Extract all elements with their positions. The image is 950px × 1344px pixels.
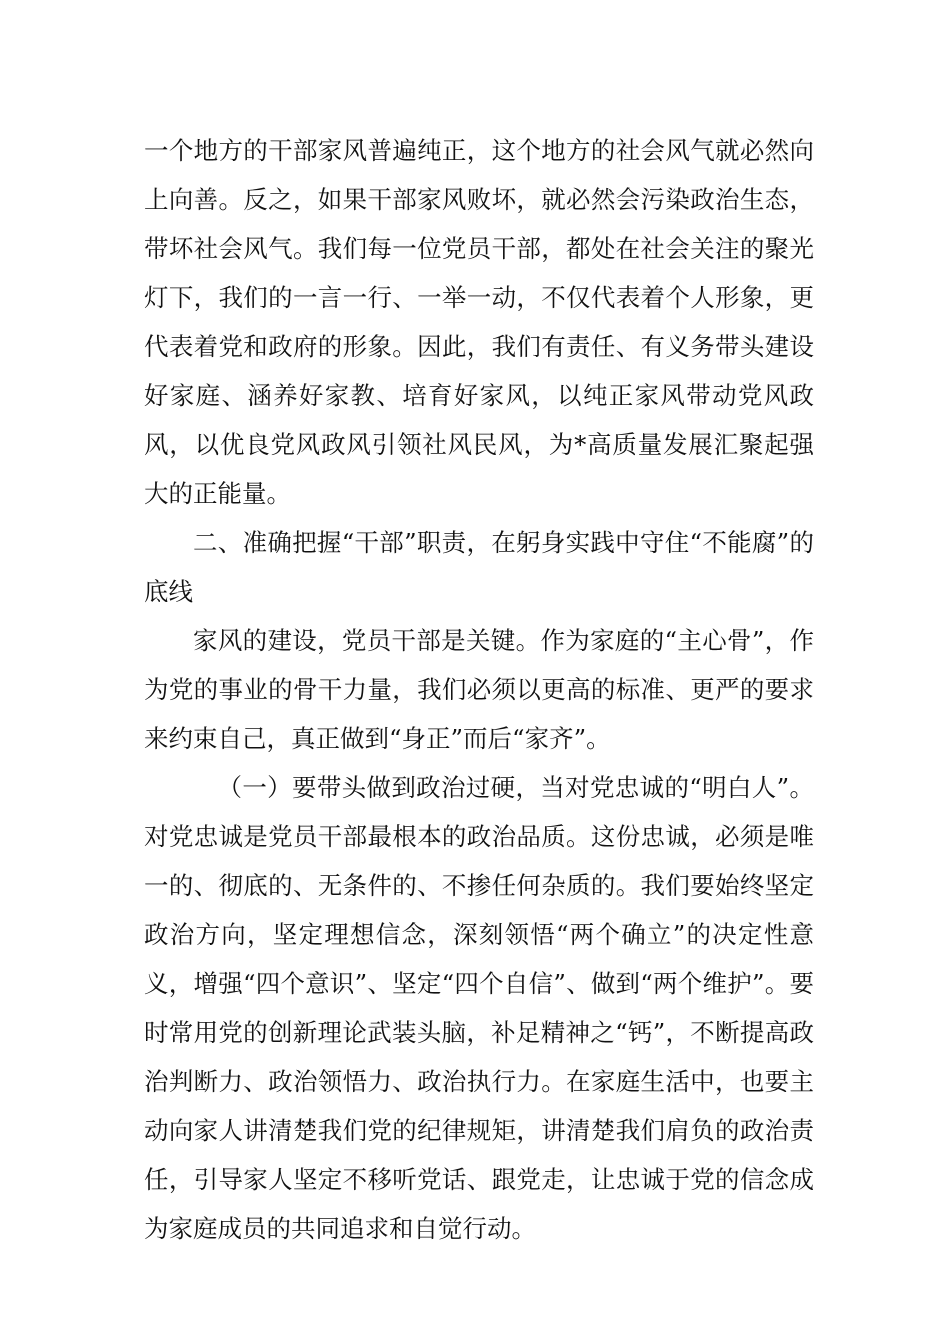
paragraph-continuation: 一个地方的干部家风普遍纯正，这个地方的社会风气就必然向上向善。反之，如果干部家风败坏，就必然会污染政治生态，带坏社会风气。我们每一位党员干部，都处在社会关注的聚光灯下，我们的一言一行、一举一动，不仅代表着个人形象，更代表着党和政府的形象。因此，我们有责任、有义务带头建设好家庭、涵养好家教、培育好家风，以纯正家风带动党风政风，以优良党风政风引领社风民风，为*高质量发展汇聚起强大的正能量。 <box>144 136 814 508</box>
paragraph-family-style: 家风的建设，党员干部是关键。作为家庭的“主心骨”，作为党的事业的骨干力量，我们必须以更高的标准、更严的要求来约束自己，真正做到“身正”而后“家齐”。 <box>144 626 814 753</box>
document-body <box>144 126 814 1253</box>
paragraph-subsection-1: （一）要带头做到政治过硬，当对党忠诚的“明白人”。对党忠诚是党员干部最根本的政治品质。这份忠诚，必须是唯一的、彻底的、无条件的、不掺任何杂质的。我们要始终坚定政治方向，坚定理想信念，深刻领悟“两个确立”的决定性意义，增强“四个意识”、坚定“四个自信”、做到“两个维护”。要时常用党的创新理论武装头脑，补足精神之“钙”，不断提高政治判断力、政治领悟力、政治执行力。在家庭生活中，也要主动向家人讲清楚我们党的纪律规矩，讲清楚我们肩负的政治责任，引导家人坚定不移听党话、跟党走，让忠诚于党的信念成为家庭成员的共同追求和自觉行动。 <box>144 773 814 1243</box>
section-heading-2: 二、准确把握“干部”职责，在躬身实践中守住“不能腐”的底线 <box>144 528 814 606</box>
